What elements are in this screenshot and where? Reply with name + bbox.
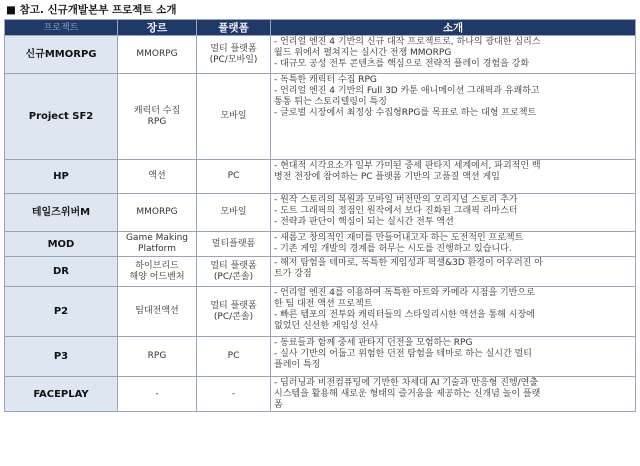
header-description: 소개 (271, 20, 636, 36)
description-cell (271, 377, 636, 412)
cell-line: 시스템을 활용해 새로운 형태의 즐거움을 제공하는 신개념 놀이 플랫 (274, 389, 541, 399)
table-header-row (5, 20, 636, 36)
cell-line: Game Making (125, 233, 189, 243)
cell-line: 플레이 특징 (274, 360, 321, 370)
cell-line: 월드 위에서 펼쳐지는 실시간 전쟁 MMORPG (274, 48, 452, 58)
table-row (5, 287, 636, 337)
cell-line: - 대규모 공성 전투 콘텐츠를 핵심으로 전략적 플레이 경험을 강화 (274, 59, 530, 69)
project-name-cell: P2 (5, 287, 118, 337)
cell-line: PC (227, 171, 240, 181)
project-name-cell: 테일즈위버M (5, 194, 118, 232)
cell-line: 해양 어드벤처 (129, 271, 185, 282)
cell-line: 멀티플랫폼 (211, 238, 256, 249)
cell-line: (PC/콘솔) (213, 311, 254, 322)
genre-cell (118, 194, 197, 232)
cell-line: - 언리얼 엔진 4 기반의 Full 3D 카툰 애니메이션 그래픽과 유쾌하고 (274, 86, 540, 96)
genre-cell (118, 36, 197, 74)
genre-cell (118, 232, 197, 257)
cell-line: - 언리얼 엔진 4를 이용하여 독특한 아트와 카메라 시점을 기반으로 (274, 288, 535, 298)
cell-line: RPG (147, 351, 167, 361)
cell-line: - 딥러닝과 비전컴퓨팅에 기반한 차세대 AI 기술과 반응형 진행/연출 (274, 378, 539, 388)
genre-cell (118, 287, 197, 337)
cell-line: - 도트 그래픽의 정점인 원작에서 보다 진화된 그래픽 리마스터 (274, 206, 518, 216)
header-project: 프로젝트 (5, 20, 118, 36)
cell-line: 모바일 (220, 111, 247, 121)
cell-line: - 언리얼 엔진 4 기반의 신규 대작 프로젝트로, 하나의 광대한 심리스 (274, 37, 541, 47)
project-name-cell: 신규MMORPG (5, 36, 118, 74)
genre-cell (118, 377, 197, 412)
project-name-cell: MOD (5, 232, 118, 257)
platform-cell (197, 74, 271, 160)
section-caption: ■ 참고. 신규개발본부 프로젝트 소개 (6, 4, 177, 16)
cell-line: 멀티 플랫폼 (210, 43, 257, 54)
cell-line: - 동료들과 함께 중세 판타지 던전을 모험하는 RPG (274, 338, 473, 348)
project-name-cell: Project SF2 (5, 74, 118, 160)
cell-line: - (155, 388, 159, 399)
genre-cell (118, 337, 197, 377)
cell-line: 멀티 플랫폼 (210, 300, 257, 311)
platform-cell (197, 36, 271, 74)
cell-line: MMORPG (136, 49, 178, 59)
cell-line: 병전 전장에 참여하는 PC 플랫폼 기반의 고품질 액션 게임 (274, 172, 500, 182)
cell-line: 멀티 플랫폼 (210, 260, 257, 271)
platform-cell (197, 194, 271, 232)
cell-line: 트가 강점 (274, 269, 312, 279)
header-platform: 플랫폼 (197, 20, 271, 36)
description-cell (271, 257, 636, 287)
cell-line: - 해저 탐험을 테마로, 독특한 게임성과 픽셀&3D 환경이 어우러진 아 (274, 258, 543, 268)
cell-line: PC (227, 351, 240, 361)
cell-line: 없었던 신선한 게임성 선사 (274, 321, 379, 331)
cell-line: - 현대적 시각요소가 일부 가미된 중세 판타지 세계에서, 파괴적인 백 (274, 161, 541, 171)
platform-cell (197, 160, 271, 194)
cell-line: - 원작 스토리의 복원과 모바일 버전만의 오리지널 스토리 추가 (274, 195, 518, 205)
genre-cell (118, 74, 197, 160)
project-name-cell: DR (5, 257, 118, 287)
cell-line: 폼 (274, 400, 283, 410)
cell-line: 모바일 (220, 207, 247, 217)
cell-line: (PC/모바일) (209, 54, 258, 65)
cell-line: 액션 (148, 171, 166, 181)
table-row (5, 194, 636, 232)
header-genre: 장르 (118, 20, 197, 36)
cell-line: - 실사 기반의 어둡고 위험한 던전 탐험을 테마로 하는 실시간 멀티 (274, 349, 532, 359)
cell-line: - 전략과 판단이 핵심이 되는 실시간 전투 액션 (274, 217, 454, 227)
cell-line: - (231, 388, 236, 399)
table-row (5, 232, 636, 257)
description-cell (271, 74, 636, 160)
cell-line: 하이브리드 (135, 260, 179, 271)
project-table (4, 19, 636, 412)
table-row (5, 36, 636, 74)
description-cell (271, 194, 636, 232)
project-name-cell: FACEPLAY (5, 377, 118, 412)
cell-line: - 새롭고 창의적인 재미를 만들어내고자 하는 도전적인 프로젝트 (274, 233, 524, 243)
description-cell (271, 337, 636, 377)
table-row (5, 160, 636, 194)
genre-cell (118, 257, 197, 287)
table-row (5, 74, 636, 160)
platform-cell (197, 257, 271, 287)
table-row (5, 257, 636, 287)
cell-line: (PC/콘솔) (213, 271, 254, 282)
cell-line: MMORPG (136, 207, 178, 217)
cell-line: - 글로벌 시장에서 최정상 수집형RPG를 목표로 하는 대형 프로젝트 (274, 108, 537, 118)
cell-line: 한 팀 대전 액션 프로젝트 (274, 299, 373, 309)
project-name-cell: HP (5, 160, 118, 194)
description-cell (271, 287, 636, 337)
genre-cell (118, 160, 197, 194)
cell-line: RPG (147, 116, 167, 127)
platform-cell (197, 377, 271, 412)
description-cell (271, 232, 636, 257)
platform-cell (197, 337, 271, 377)
cell-line: 캐릭터 수집 (133, 105, 181, 116)
platform-cell (197, 287, 271, 337)
table-row (5, 377, 636, 412)
cell-line: 통통 튀는 스토리텔링이 특징 (274, 97, 387, 107)
platform-cell (197, 232, 271, 257)
description-cell (271, 160, 636, 194)
cell-line: - 기존 게임 개발의 경계를 허무는 시도를 진행하고 있습니다. (274, 244, 512, 254)
cell-line: Platform (138, 244, 176, 254)
cell-line: - 빠른 템포의 전투와 캐릭터들의 스타일리시한 액션을 통해 시장에 (274, 310, 535, 320)
description-cell (271, 36, 636, 74)
cell-line: - 독특한 캐릭터 수집 RPG (274, 75, 377, 85)
cell-line: 팀대전액션 (135, 306, 179, 316)
table-row (5, 337, 636, 377)
project-name-cell: P3 (5, 337, 118, 377)
